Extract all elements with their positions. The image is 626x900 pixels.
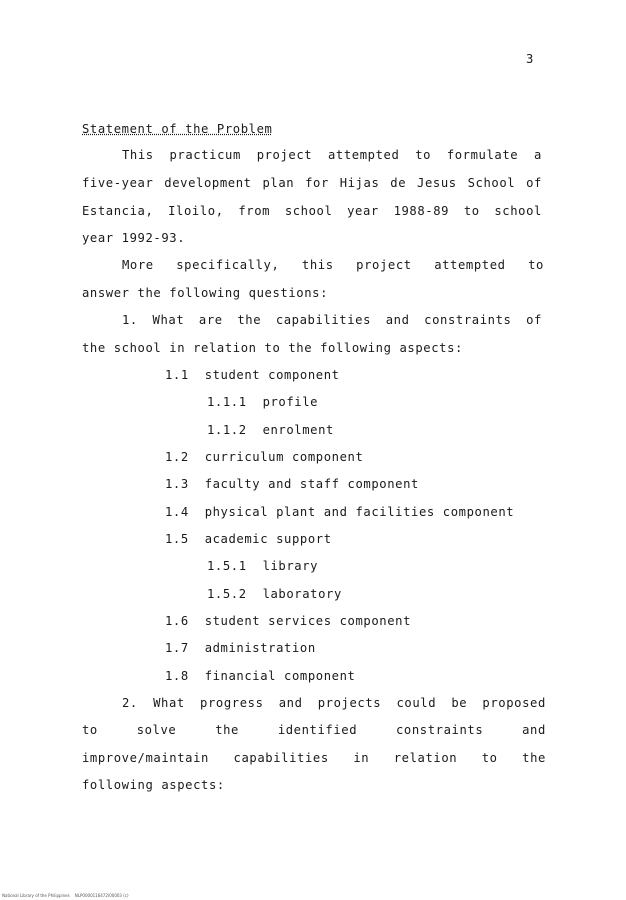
list-item: 1.2 curriculum component <box>165 450 364 464</box>
list-item: 1.5 academic support <box>165 532 332 546</box>
para2-line1: More specifically, this project attempted to <box>122 258 544 272</box>
list-item: 1.1.2 enrolment <box>207 423 334 437</box>
section-title: Statement of the Problem <box>82 122 273 136</box>
list-item: 1.6 student services component <box>165 614 412 628</box>
q2-line3: improve/maintain capabilities in relation to the <box>82 751 546 765</box>
para1-line2: five-year development plan for Hijas de Jesus School of <box>82 176 542 190</box>
para1-line1: This practicum project attempted to formulate a <box>122 148 542 162</box>
list-item: 1.1.1 profile <box>207 395 319 409</box>
list-item: 1.5.1 library <box>207 559 319 573</box>
q1-line2: the school in relation to the following aspects: <box>82 341 463 355</box>
list-item: 1.1 student component <box>165 368 340 382</box>
list-item: 1.5.2 laboratory <box>207 587 342 601</box>
list-item: 1.8 financial component <box>165 669 356 683</box>
page-number: 3 <box>526 52 534 66</box>
list-item: 1.3 faculty and staff component <box>165 477 419 491</box>
q2-line4: following aspects: <box>82 778 225 792</box>
q2-line2: to solve the identified constraints and <box>82 723 546 737</box>
q2-line1: 2. What progress and projects could be proposed <box>122 696 546 710</box>
footer-attribution: National Library of the Philippines NLP0000116472/00003 (c) <box>2 893 129 898</box>
para1-line3: Estancia, Iloilo, from school year 1988-89 to school <box>82 204 542 218</box>
para1-line4: year 1992-93. <box>82 231 186 245</box>
list-item: 1.4 physical plant and facilities component <box>165 505 515 519</box>
list-item: 1.7 administration <box>165 641 316 655</box>
q1-line1: 1. What are the capabilities and constraints of <box>122 313 542 327</box>
para2-line2: answer the following questions: <box>82 286 329 300</box>
